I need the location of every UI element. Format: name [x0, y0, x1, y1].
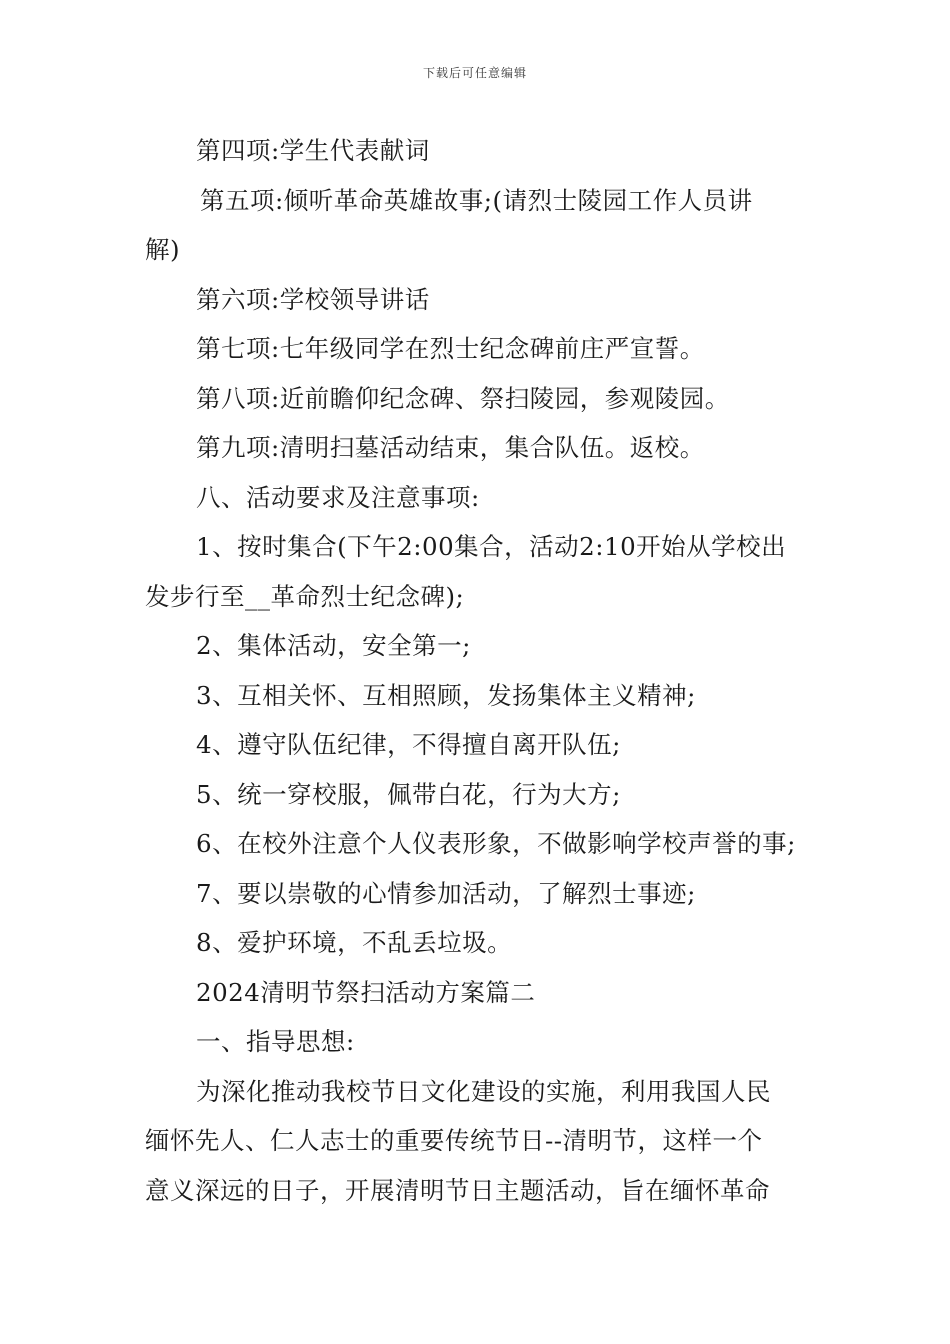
paragraph-line: 第七项:七年级同学在烈士纪念碑前庄严宣誓。	[196, 334, 705, 363]
list-item: 6、在校外注意个人仪表形象，不做影响学校声誉的事;	[196, 829, 796, 858]
list-item: 7、要以崇敬的心情参加活动，了解烈士事迹;	[196, 878, 696, 908]
page-header: 下载后可任意编辑	[422, 66, 527, 80]
list-item: 3、互相关怀、互相照顾，发扬集体主义精神;	[196, 680, 696, 710]
paragraph-line: 意义深远的日子，开展清明节日主题活动，旨在缅怀革命	[145, 1175, 770, 1205]
section-heading: 八、活动要求及注意事项:	[196, 482, 480, 512]
list-item: 8、爱护环境，不乱丢垃圾。	[196, 928, 513, 957]
paragraph-line: 第五项:倾听革命英雄故事;(请烈士陵园工作人员讲	[200, 185, 753, 215]
list-item-continuation: 发步行至__革命烈士纪念碑);	[145, 581, 465, 611]
section-heading: 一、指导思想:	[196, 1027, 355, 1056]
list-item: 4、遵守队伍纪律，不得擅自离开队伍;	[196, 730, 621, 759]
document-body	[145, 126, 815, 1215]
paragraph-line: 缅怀先人、仁人志士的重要传统节日--清明节，这样一个	[145, 1126, 763, 1155]
paragraph-line: 第四项:学生代表献词	[196, 136, 430, 165]
list-item: 2、集体活动，安全第一;	[196, 631, 471, 660]
paragraph-line: 解)	[145, 235, 181, 264]
paragraph-line: 第八项:近前瞻仰纪念碑、祭扫陵园，参观陵园。	[196, 383, 730, 413]
paragraph-line: 第九项:清明扫墓活动结束，集合队伍。返校。	[196, 433, 705, 462]
paragraph-line: 为深化推动我校节日文化建设的实施，利用我国人民	[196, 1076, 771, 1106]
section-title: 2024清明节祭扫活动方案篇二	[196, 977, 536, 1007]
paragraph-line: 第六项:学校领导讲话	[196, 284, 430, 314]
list-item: 1、按时集合(下午2:00集合，活动2:10开始从学校出	[196, 532, 787, 561]
list-item: 5、统一穿校服，佩带白花，行为大方;	[196, 779, 621, 809]
